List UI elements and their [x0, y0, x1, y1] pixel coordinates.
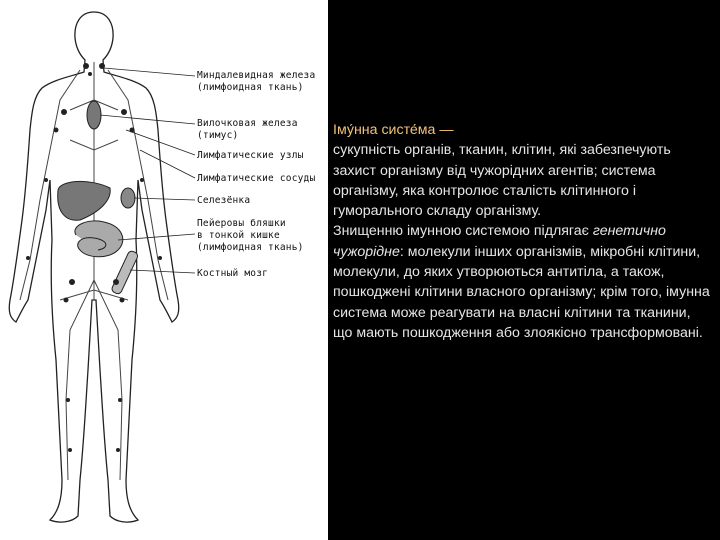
intestine-shape [75, 221, 123, 257]
label-lymph-vessels: Лимфатические сосуды [197, 173, 316, 184]
liver-shape [58, 181, 111, 220]
paragraph-start: Знищенню імунною системою підлягає [333, 223, 593, 240]
thymus-shape [87, 101, 101, 129]
definition-body: сукупність органів, тканин, клітин, які забезпечують захист організму від чужорідних агентів; система організму, яка контролює сталість клітинного і гуморального складу організму. [333, 142, 671, 220]
definition-text-block [333, 120, 713, 343]
foreign-agents-paragraph [333, 221, 713, 343]
term-heading: Іму́нна систе́ма [333, 122, 436, 138]
paragraph-end: : молекули інших організмів, мікробні клітини, молекули, до яких утворюються антитіла, а також, пошкоджені клітини власного організму; крім того, імунна система може реагувати на власні клітини та тканини, що мають пошкодження або злоякісно трансформовані. [333, 243, 710, 341]
label-thymus: Вилочковая железа (тимус) [197, 118, 298, 141]
spleen-shape [121, 188, 135, 208]
definition-paragraph [333, 120, 713, 221]
label-lymph-nodes: Лимфатические узлы [197, 150, 304, 161]
femur-shape [111, 250, 139, 295]
label-bone-marrow: Костный мозг [197, 268, 269, 279]
italic-phrase: генетично чужорідне [333, 223, 666, 260]
lymphatic-system-illustration [0, 0, 328, 540]
term-dash: — [435, 122, 454, 138]
label-peyer-patches: Пейеровы бляшки в тонкой кишке (лимфоидная ткань) [197, 218, 304, 253]
label-spleen: Селезёнка [197, 195, 251, 206]
label-tonsil: Миндалевидная железа (лимфоидная ткань) [197, 70, 316, 93]
